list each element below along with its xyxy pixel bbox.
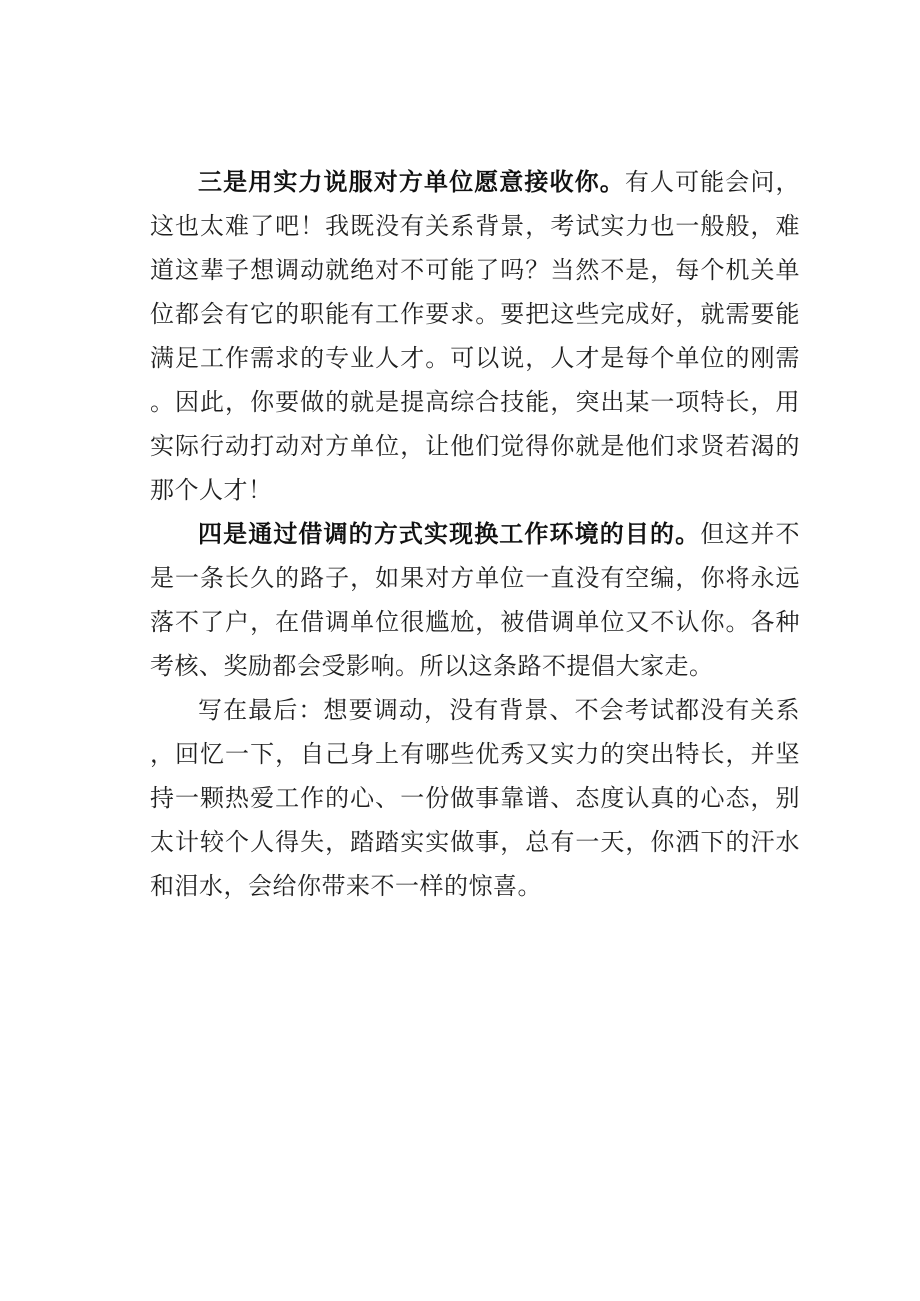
paragraph-text: 但这并不是一条长久的路子，如果对方单位一直没有空编，你将永远落不了户，在借调单位很尴尬，被借调单位又不认你。各种考核、奖励都会受影响。所以这条路不提倡大家走。 <box>150 520 801 680</box>
paragraph-heading: 四是通过借调的方式实现换工作环境的目的。 <box>198 519 701 548</box>
paragraph-point-four <box>150 512 800 688</box>
paragraph-conclusion <box>150 688 800 908</box>
paragraph-text: 有人可能会问，这也太难了吧！我既没有关系背景，考试实力也一般般，难道这辈子想调动就绝对不可能了吗？当然不是，每个机关单位都会有它的职能有工作要求。要把这些完成好，就需要能满足工作需求的专业人才。可以说，人才是每个单位的刚需。因此，你要做的就是提高综合技能，突出某一项特长，用实际行动打动对方单位，让他们觉得你就是他们求贤若渴的那个人才！ <box>150 168 801 504</box>
document-body <box>150 160 800 908</box>
paragraph-text: 写在最后：想要调动，没有背景、不会考试都没有关系，回忆一下，自己身上有哪些优秀又实力的突出特长，并坚持一颗热爱工作的心、一份做事靠谱、态度认真的心态，别太计较个人得失，踏踏实实做事，总有一天，你洒下的汗水和泪水，会给你带来不一样的惊喜。 <box>150 696 800 900</box>
paragraph-point-three <box>150 160 800 512</box>
paragraph-heading: 三是用实力说服对方单位愿意接收你。 <box>198 167 625 196</box>
